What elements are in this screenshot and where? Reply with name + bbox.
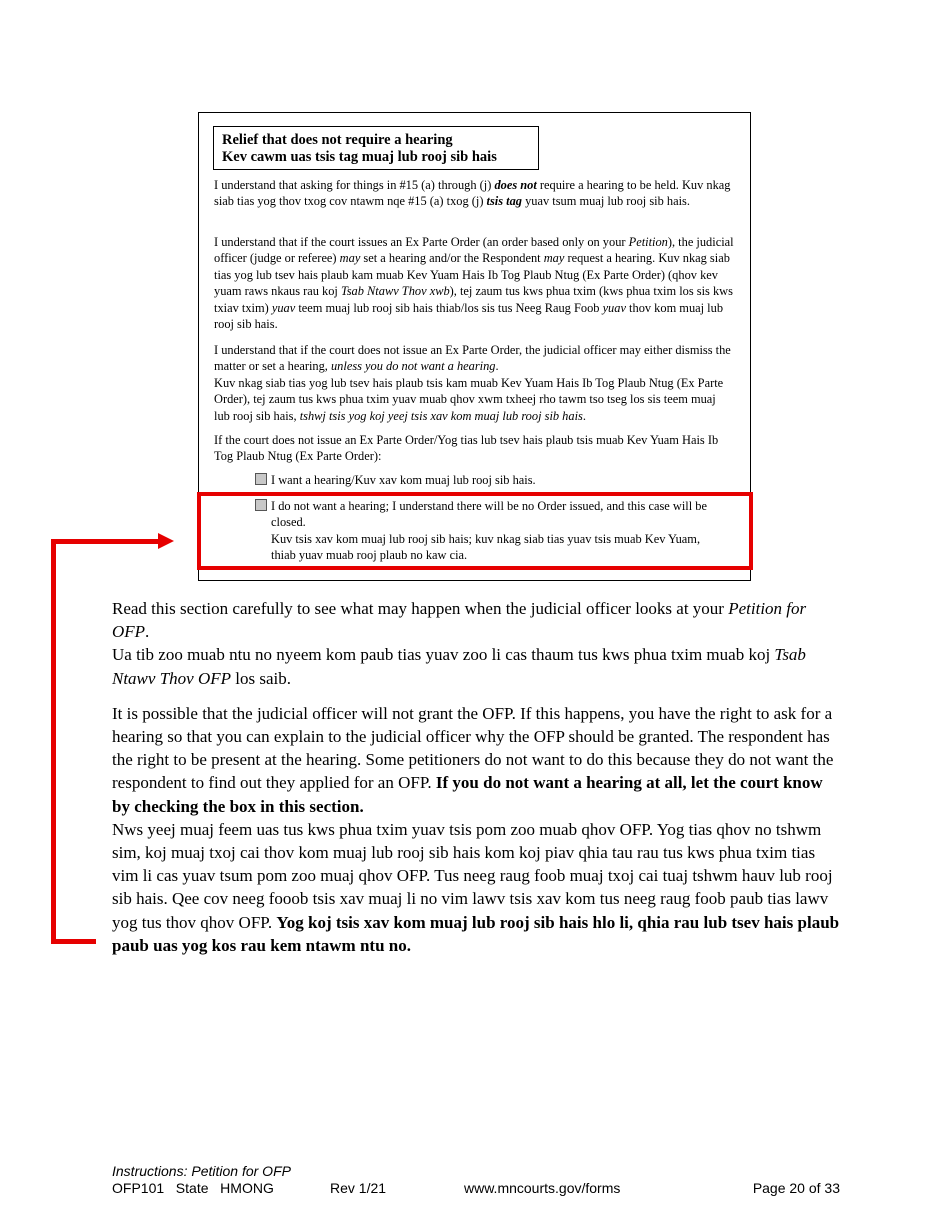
want-hearing-checkbox[interactable]	[255, 473, 267, 485]
callout-line-vertical	[51, 539, 56, 944]
section-title-en: Relief that does not require a hearing	[222, 132, 453, 148]
section-title-box	[213, 126, 539, 170]
section-title-hmn: Kev cawm uas tsis tag muaj lub rooj sib hais	[222, 149, 497, 165]
instructions-paragraph-2: It is possible that the judicial officer will not grant the OFP. If this happens, you have the right to ask for a hearing so that you can explain to the judicial officer why the OFP should be granted. The respondent has the right to be present at the hearing. Some petitioners do not want to do this because they do not want the respondent to find out they applied for an OFP. If you do not want a hearing at all, let the court know by checking the box in this section.	[112, 703, 834, 816]
no-hearing-label-en: I do not want a hearing; I understand there will be no Order issued, and this case will be closed.	[271, 499, 707, 530]
footer-title: Instructions: Petition for OFP	[112, 1163, 291, 1179]
callout-line-top	[51, 539, 161, 544]
footer-form-id: OFP101 State HMONG	[112, 1180, 274, 1196]
form-paragraph-2: I understand that if the court issues an Ex Parte Order (an order based only on your Petition), the judicial officer (judge or referee) may set a hearing and/or the Respondent may request a hearing. Kuv nkag siab tias yog lub tsev hais plaub kam muab Kev Yuam Hais Ib Tog Plaub Ntug (Ex Parte Order) (qhov kev yuam raws nkaus rau koj Tsab Ntawv Thov xwb), tej zaum tus kws phua txim (kws phua txim los sis kws txiav txim) yuav teem muaj lub rooj sib hais thiab/los sis tus Neeg Raug Foob yuav thov kom muaj lub rooj sib hais.	[214, 235, 734, 332]
instructions-paragraph-1-hmn: Ua tib zoo muab ntu no nyeem kom paub tias yuav zoo li cas thaum tus kws phua txim muab koj Tsab Ntawv Thov OFP los saib.	[112, 645, 806, 688]
highlight-box	[197, 492, 753, 570]
footer-revision: Rev 1/21	[330, 1180, 387, 1196]
instructions-paragraph-1: Read this section carefully to see what may happen when the judicial officer looks at your Petition for OFP.	[112, 599, 807, 642]
callout-line-bottom	[51, 939, 96, 944]
form-paragraph-3: I understand that if the court does not issue an Ex Parte Order, the judicial officer may either dismiss the matter or set a hearing, unless you do not want a hearing. Kuv nkag siab tias yog lub tsev hais plaub tsis kam muab Kev Yuam Hais Ib Tog Plaub Ntug (Ex Parte Order), tej zaum tus kws phua txim yuav muab qhov xwm txheej rho tawm tso tseg los sis teem muaj lub rooj sib hais, tshwj tsis yog koj yeej tsis xav kom muaj lub rooj sib hais.	[214, 343, 731, 423]
arrow-right-icon	[158, 533, 174, 549]
instructions-paragraph-2-hmn: Nws yeej muaj feem uas tus kws phua txim yuav tsis pom zoo muab qhov OFP. Yog tias qhov no tshwm sim, koj muaj txoj cai thov kom muaj lub rooj sib hais kom koj piav qhia tau rau tus kws phua txim tias vim li cas yuav tsum pom zoo muaj qhov OFP. Tus neeg raug foob muaj txoj cai tuaj tshwm hauv lub rooj sib hais. Qee cov neeg fooob tsis xav muaj li no vim lawv tsis xav kom tus neeg raug foob paub tias lawv yog tus thov qhov OFP. Yog koj tsis xav kom muaj lub rooj sib hais hlo li, qhia rau lub tsev hais plaub paub uas yog kos rau kem ntawm ntu no.	[112, 819, 840, 955]
form-paragraph-1: I understand that asking for things in #15 (a) through (j) does not require a hearing to be held. Kuv nkag siab tias yog thov txog cov ntawm nqe #15 (a) txog (j) tsis tag yuav tsum muaj lub rooj sib hais.	[214, 178, 731, 209]
footer-page-number: Page 20 of 33	[752, 1180, 840, 1196]
no-hearing-label-hmn: Kuv tsis xav kom muaj lub rooj sib hais; kuv nkag siab tias yuav tsis muab Kev Yuam, thiab yuav muab rooj plaub no kaw cia.	[271, 531, 701, 563]
option-want-hearing[interactable]	[255, 472, 725, 488]
want-hearing-label: I want a hearing/Kuv xav kom muaj lub rooj sib hais.	[271, 473, 536, 487]
page-footer	[112, 1163, 840, 1197]
footer-url[interactable]: www.mncourts.gov/forms	[464, 1180, 621, 1196]
instructions-text	[112, 597, 840, 957]
form-paragraph-4: If the court does not issue an Ex Parte Order/Yog tias lub tsev hais plaub tsis muab Kev Yuam Hais Ib Tog Plaub Ntug (Ex Parte Order):	[214, 433, 719, 464]
